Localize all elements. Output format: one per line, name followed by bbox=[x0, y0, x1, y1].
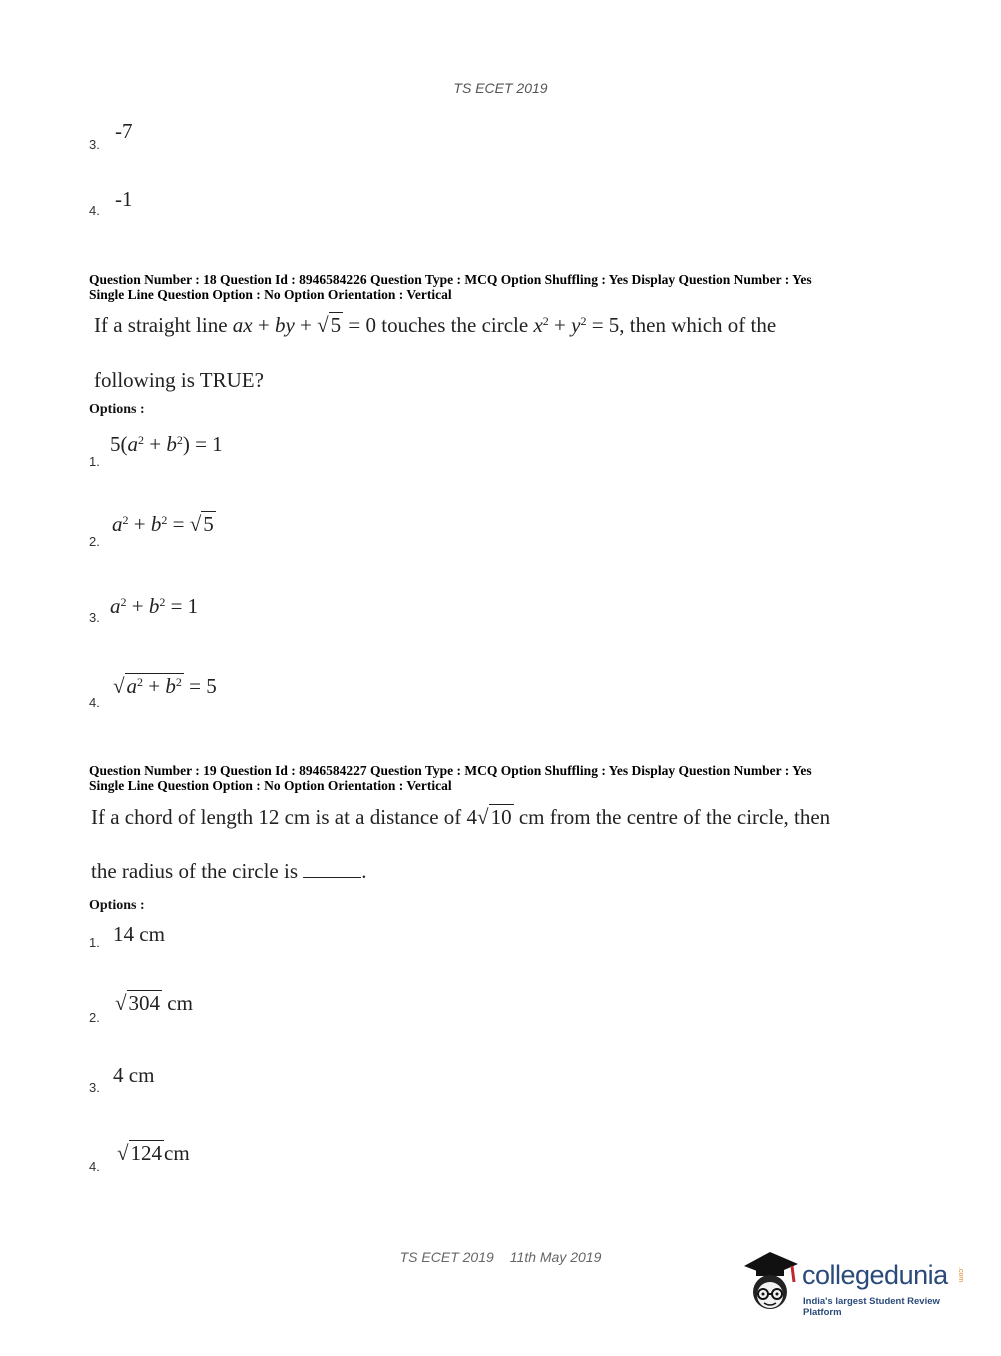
question-text-line2: the radius of the circle is . bbox=[91, 859, 367, 883]
question-text-line2: following is TRUE? bbox=[94, 368, 264, 392]
logo-suffix: .com bbox=[957, 1267, 964, 1283]
option-4: √124cm bbox=[117, 1141, 190, 1165]
option-1: 14 cm bbox=[113, 922, 165, 946]
question-text-part: If a straight line bbox=[94, 313, 228, 337]
question-text bbox=[91, 805, 830, 830]
option-number: 2. bbox=[89, 534, 100, 549]
option-unit: cm bbox=[164, 1141, 190, 1165]
question-text-part: If a chord of length 12 cm is at a distance of bbox=[91, 805, 462, 829]
option-number: 3. bbox=[89, 1080, 100, 1095]
logo-tagline: India's largest Student Review Platform bbox=[803, 1296, 940, 1318]
option-3: 4 cm bbox=[113, 1063, 155, 1087]
option-2: $a^2 + b^2 = √5$ bbox=[112, 512, 214, 536]
question-meta-line2: Single Line Question Option : No Option Orientation : Vertical bbox=[89, 778, 452, 793]
option-1: $5(a^2 + b^2) = 1$ bbox=[110, 432, 223, 456]
footer-exam: TS ECET 2019 bbox=[399, 1249, 494, 1265]
option-number: 1. bbox=[89, 935, 100, 950]
option-number: 4. bbox=[89, 695, 100, 710]
option-4: $√a^2 + b^2 = 5$ bbox=[113, 674, 217, 698]
options-label: Options : bbox=[89, 898, 145, 913]
question-text-part: , then which of the bbox=[619, 313, 777, 337]
option-value: -1 bbox=[115, 187, 133, 211]
option-number: 4. bbox=[89, 203, 100, 218]
option-value: -7 bbox=[115, 119, 133, 143]
question-text bbox=[94, 313, 776, 338]
option-unit: cm bbox=[167, 991, 193, 1015]
option-number: 3. bbox=[89, 137, 100, 152]
option-number: 3. bbox=[89, 610, 100, 625]
question-text-part: cm from the centre of the circle, then bbox=[518, 805, 831, 829]
question-meta-line1: Question Number : 18 Question Id : 8946584226 Question Type : MCQ Option Shuffling : Yes Display Question Number : Yes bbox=[89, 272, 812, 287]
page-header-title: TS ECET 2019 bbox=[453, 80, 548, 96]
option-2: √304 cm bbox=[115, 991, 193, 1015]
option-3: $a^2 + b^2 = 1$ bbox=[110, 594, 199, 618]
options-label: Options : bbox=[89, 402, 145, 417]
logo-wordmark: collegedunia bbox=[802, 1260, 948, 1290]
option-number: 4. bbox=[89, 1159, 100, 1174]
option-number: 1. bbox=[89, 454, 100, 469]
math-expression: 4√10 bbox=[466, 805, 512, 829]
mascot-icon bbox=[740, 1250, 804, 1315]
collegedunia-logo[interactable] bbox=[740, 1250, 970, 1318]
answer-blank bbox=[303, 863, 361, 878]
footer-date: 11th May 2019 bbox=[509, 1249, 602, 1265]
question-text-part: touches the circle bbox=[381, 313, 529, 337]
question-text-part: the radius of the circle is bbox=[91, 859, 299, 883]
math-expression: ax + by + √5 = 0 bbox=[232, 313, 377, 337]
question-meta-line2: Single Line Question Option : No Option Orientation : Vertical bbox=[89, 287, 452, 302]
option-number: 2. bbox=[89, 1010, 100, 1025]
math-expression: $x^2 + y^2 = 5$ bbox=[533, 313, 620, 337]
question-meta-line1: Question Number : 19 Question Id : 8946584227 Question Type : MCQ Option Shuffling : Yes Display Question Number : Yes bbox=[89, 763, 812, 778]
